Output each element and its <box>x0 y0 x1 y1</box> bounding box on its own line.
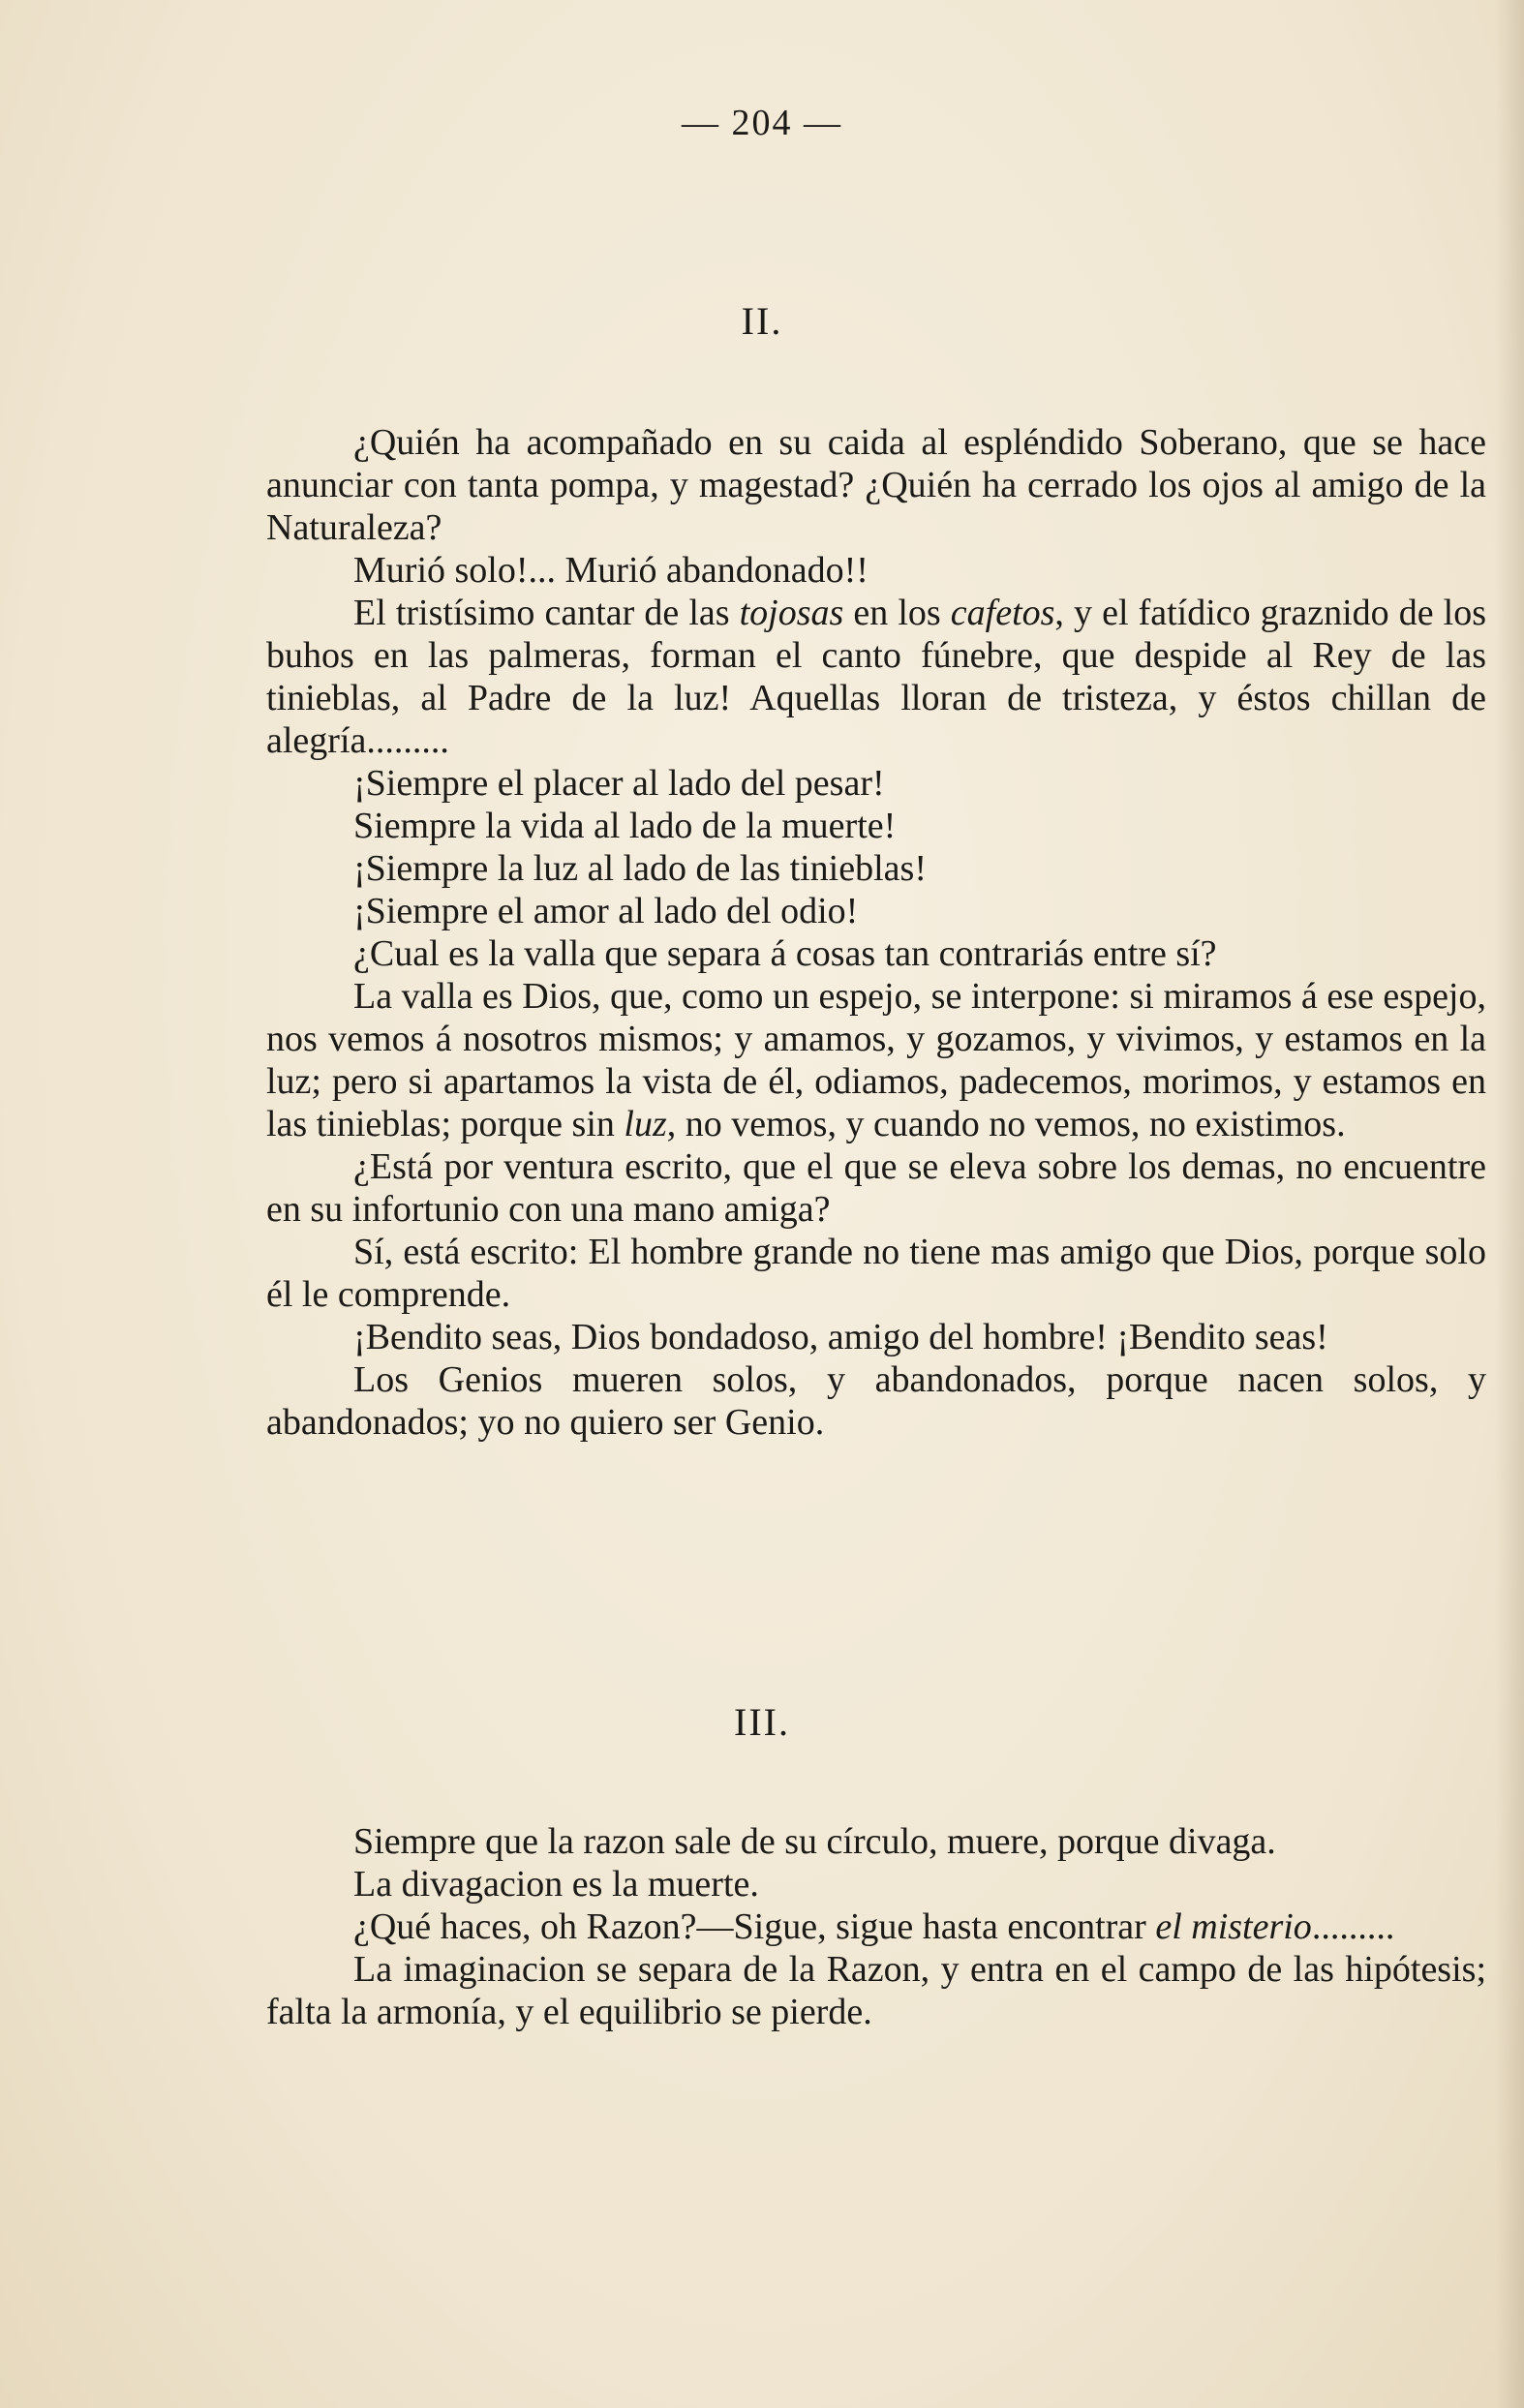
text-run: , no vemos, y cuando no vemos, no existimos. <box>666 1104 1346 1144</box>
paragraph: ¡Siempre el amor al lado del odio! <box>353 891 859 931</box>
text-run: ......... <box>1311 1906 1395 1947</box>
paragraph: Sí, está escrito: El hombre grande no tiene mas amigo que Dios, porque solo él le comprende. <box>266 1232 1486 1315</box>
paragraph: ¡Bendito seas, Dios bondadoso, amigo del hombre! ¡Bendito seas! <box>353 1317 1328 1357</box>
paragraph: ¿Cual es la valla que separa á cosas tan contrariás entre sí? <box>353 933 1217 974</box>
paragraph <box>266 1905 1486 1948</box>
text-run: en los <box>853 593 941 633</box>
paragraph: La divagacion es la muerte. <box>353 1864 759 1905</box>
paragraph: ¿Está por ventura escrito, que el que se eleva sobre los demas, no encuentre en su infortunio con una mano amiga? <box>266 1146 1486 1230</box>
paragraph: Los Genios mueren solos, y abandonados, porque nacen solos, y abandonados; yo no quiero ser Genio. <box>266 1359 1486 1443</box>
text-run: ¿Qué haces, oh Razon?—Sigue, sigue hasta encontrar <box>353 1906 1146 1947</box>
section-ii-text <box>266 421 1486 1444</box>
page-number-header: — 204 — <box>682 103 842 143</box>
paragraph: La imaginacion se separa de la Razon, y entra en el campo de las hipótesis; falta la armonía, y el equilibrio se pierde. <box>266 1949 1486 2032</box>
paragraph: Siempre que la razon sale de su círculo, muere, porque divaga. <box>353 1821 1276 1862</box>
text-run: El tristísimo cantar de las <box>353 593 730 633</box>
italic-term: tojosas <box>739 593 844 633</box>
text-run: La valla es Dios, que, como un espejo, se interpone: si miramos á ese espejo, nos vemos á nosotros mismos; y amamos, y gozamos, y vivimos, y estamos en la luz; pero si apartamos la vista de él, odiamos, padecemos, morimos, y estamos en las tinieblas; porque sin <box>266 976 1486 1144</box>
paragraph <box>266 975 1486 1145</box>
section-iii-text <box>266 1820 1486 2033</box>
text-run: , y el fatídico graznido de los buhos en las palmeras, forman el canto fúnebre, que despide al Rey de las tinieblas, al Padre de la luz! Aquellas lloran de tristeza, y éstos chillan de alegría......... <box>266 593 1487 761</box>
italic-term: el misterio <box>1155 1906 1312 1947</box>
paragraph <box>266 592 1486 762</box>
paragraph: ¡Siempre la luz al lado de las tinieblas! <box>353 848 927 889</box>
paragraph: Siempre la vida al lado de la muerte! <box>353 806 897 846</box>
page-edge-shadow <box>1495 0 1524 2408</box>
paragraph: ¡Siempre el placer al lado del pesar! <box>353 763 885 804</box>
italic-term: luz <box>624 1104 667 1144</box>
italic-term: cafetos <box>950 593 1055 633</box>
paragraph: ¿Quién ha acompañado en su caida al espléndido Soberano, que se hace anunciar con tanta pompa, y magestad? ¿Quién ha cerrado los ojos al amigo de la Naturaleza? <box>266 422 1486 548</box>
section-numeral-ii: II. <box>741 299 783 343</box>
paragraph: Murió solo!... Murió abandonado!! <box>353 550 869 591</box>
section-numeral-iii: III. <box>734 1700 790 1744</box>
